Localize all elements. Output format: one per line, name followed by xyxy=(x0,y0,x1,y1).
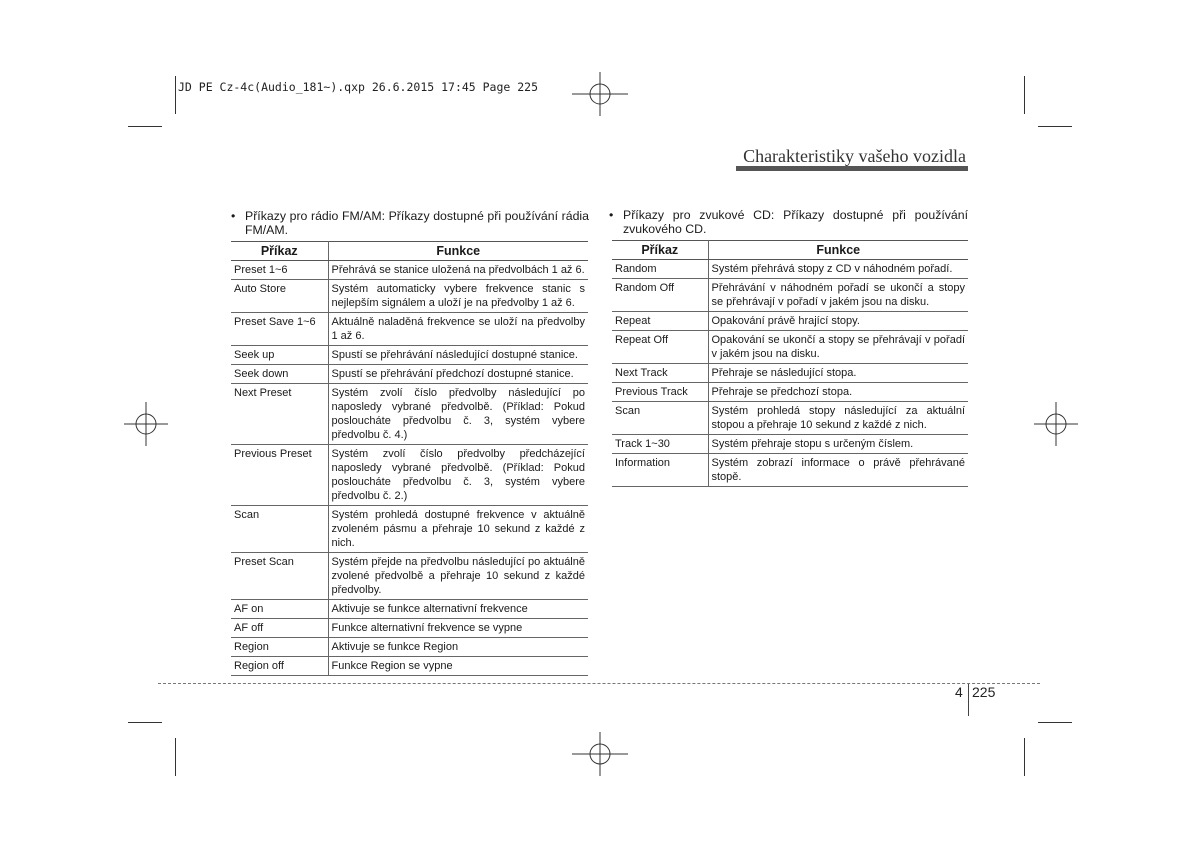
function-cell: Funkce Region se vypne xyxy=(328,657,588,676)
page-number-divider xyxy=(968,684,969,716)
registration-mark-icon xyxy=(1034,402,1078,446)
command-cell: Repeat Off xyxy=(612,331,708,364)
function-cell: Systém přejde na předvolbu následující po aktuálně zvolené předvolbě a přehraje 10 sekund z každé předvolby. xyxy=(328,553,588,600)
function-cell: Přehraje se předchozí stopa. xyxy=(708,383,968,402)
table-row xyxy=(231,638,588,657)
command-cell: Next Preset xyxy=(231,384,328,445)
column-header-function: Funkce xyxy=(328,242,588,261)
command-cell: Seek up xyxy=(231,346,328,365)
function-cell: Systém zvolí číslo předvolby následující po naposledy vybrané předvolbě. (Příklad: Pokud posloucháte předvolbu č. 3, systém vybere předvolbu č. 4.) xyxy=(328,384,588,445)
table-row xyxy=(231,600,588,619)
table-row xyxy=(231,619,588,638)
command-cell: Auto Store xyxy=(231,280,328,313)
function-cell: Spustí se přehrávání předchozí dostupné stanice. xyxy=(328,365,588,384)
function-cell: Systém automaticky vybere frekvence stanic s nejlepším signálem a uloží je na předvolby 1 až 6. xyxy=(328,280,588,313)
table-row xyxy=(231,506,588,553)
registration-mark-icon xyxy=(572,732,628,776)
table-row xyxy=(231,313,588,346)
command-cell: Information xyxy=(612,454,708,487)
header-rule xyxy=(736,166,968,171)
table-header-row xyxy=(231,242,588,261)
command-cell: AF on xyxy=(231,600,328,619)
table-row xyxy=(231,346,588,365)
table-row xyxy=(612,402,968,435)
function-cell: Systém přehraje stopu s určeným číslem. xyxy=(708,435,968,454)
table-row xyxy=(612,331,968,364)
command-cell: Previous Track xyxy=(612,383,708,402)
command-cell: Previous Preset xyxy=(231,445,328,506)
column-header-command: Příkaz xyxy=(231,242,328,261)
intro-text: Příkazy pro rádio FM/AM: Příkazy dostupné při používání rádia FM/AM. xyxy=(245,209,589,237)
table-row xyxy=(612,364,968,383)
function-cell: Systém zvolí číslo předvolby předcházející naposledy vybrané předvolbě. (Příklad: Pokud posloucháte předvolbu č. 3, systém vybere předvolbu č. 2.) xyxy=(328,445,588,506)
function-cell: Přehrává se stanice uložená na předvolbách 1 až 6. xyxy=(328,261,588,280)
table-row xyxy=(231,553,588,600)
table-row xyxy=(231,280,588,313)
command-cell: AF off xyxy=(231,619,328,638)
function-cell: Přehrávání v náhodném pořadí se ukončí a stopy se přehrávají v pořadí v jakém jsou na disku. xyxy=(708,279,968,312)
chapter-number: 4 xyxy=(955,684,963,700)
intro-text: Příkazy pro zvukové CD: Příkazy dostupné při používání zvukového CD. xyxy=(623,208,968,236)
command-cell: Scan xyxy=(612,402,708,435)
crop-mark xyxy=(128,722,162,723)
command-cell: Region xyxy=(231,638,328,657)
function-cell: Systém prohledá dostupné frekvence v aktuálně zvoleném pásmu a přehraje 10 sekund z každé z nich. xyxy=(328,506,588,553)
table-row xyxy=(612,312,968,331)
crop-mark xyxy=(1038,722,1072,723)
cd-command-table xyxy=(612,240,968,487)
crop-mark xyxy=(1024,738,1025,776)
command-cell: Preset 1~6 xyxy=(231,261,328,280)
table-header-row xyxy=(612,241,968,260)
table-row xyxy=(612,383,968,402)
function-cell: Spustí se přehrávání následující dostupné stanice. xyxy=(328,346,588,365)
table-row xyxy=(612,279,968,312)
fm-am-command-table xyxy=(231,241,588,676)
crop-mark xyxy=(128,126,162,127)
function-cell: Aktivuje se funkce alternativní frekvence xyxy=(328,600,588,619)
print-slug: JD PE Cz-4c(Audio_181~).qxp 26.6.2015 17:45 Page 225 xyxy=(178,80,539,94)
page-number: 225 xyxy=(972,684,996,700)
table-row xyxy=(612,454,968,487)
bullet-icon: • xyxy=(231,209,236,223)
command-cell: Region off xyxy=(231,657,328,676)
crop-mark xyxy=(1038,126,1072,127)
table-row xyxy=(231,261,588,280)
command-cell: Track 1~30 xyxy=(612,435,708,454)
function-cell: Opakování právě hrající stopy. xyxy=(708,312,968,331)
table-row xyxy=(231,365,588,384)
registration-mark-icon xyxy=(124,402,168,446)
table-row xyxy=(231,445,588,506)
function-cell: Systém prohledá stopy následující za aktuální stopou a přehraje 10 sekund z každé z nich. xyxy=(708,402,968,435)
section-title: Charakteristiky vašeho vozidla xyxy=(743,146,966,166)
table-row xyxy=(231,384,588,445)
footer-rule xyxy=(158,683,1040,684)
cd-intro xyxy=(609,208,968,236)
table-row xyxy=(612,435,968,454)
column-header-command: Příkaz xyxy=(612,241,708,260)
function-cell: Opakování se ukončí a stopy se přehrávají v pořadí v jakém jsou na disku. xyxy=(708,331,968,364)
fm-am-intro xyxy=(231,209,589,237)
command-cell: Random Off xyxy=(612,279,708,312)
command-cell: Random xyxy=(612,260,708,279)
command-cell: Preset Save 1~6 xyxy=(231,313,328,346)
command-cell: Scan xyxy=(231,506,328,553)
function-cell: Aktivuje se funkce Region xyxy=(328,638,588,657)
crop-mark xyxy=(175,76,176,114)
registration-mark-icon xyxy=(572,72,628,116)
table-row xyxy=(231,657,588,676)
command-cell: Repeat xyxy=(612,312,708,331)
command-cell: Next Track xyxy=(612,364,708,383)
command-cell: Preset Scan xyxy=(231,553,328,600)
function-cell: Funkce alternativní frekvence se vypne xyxy=(328,619,588,638)
crop-mark xyxy=(175,738,176,776)
function-cell: Systém přehrává stopy z CD v náhodném pořadí. xyxy=(708,260,968,279)
crop-mark xyxy=(1024,76,1025,114)
function-cell: Aktuálně naladěná frekvence se uloží na předvolby 1 až 6. xyxy=(328,313,588,346)
function-cell: Systém zobrazí informace o právě přehrávané stopě. xyxy=(708,454,968,487)
function-cell: Přehraje se následující stopa. xyxy=(708,364,968,383)
table-row xyxy=(612,260,968,279)
bullet-icon: • xyxy=(609,208,614,222)
command-cell: Seek down xyxy=(231,365,328,384)
column-header-function: Funkce xyxy=(708,241,968,260)
